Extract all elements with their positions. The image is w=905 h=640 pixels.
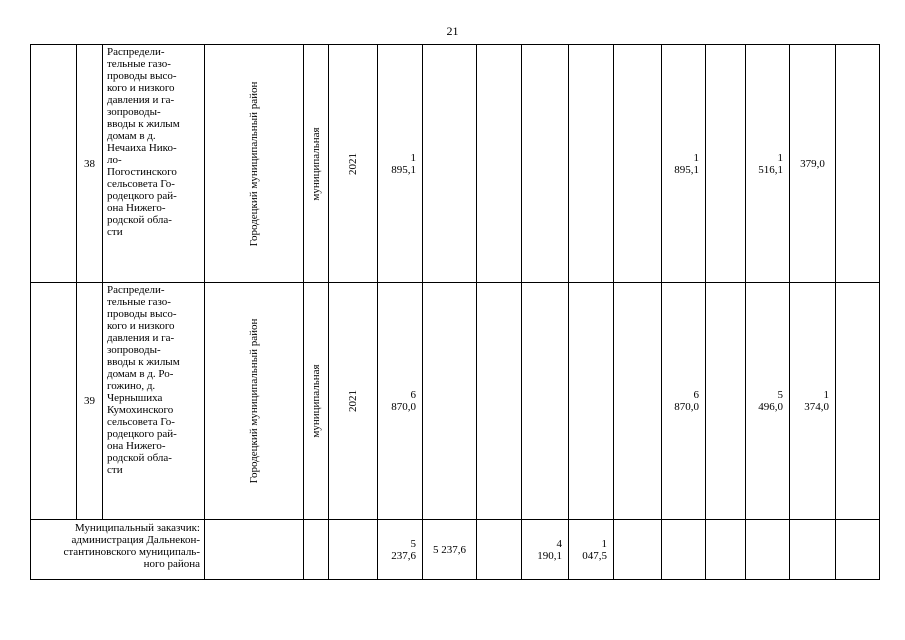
empty-cell bbox=[614, 283, 662, 520]
total-value: 5 237,6 bbox=[378, 520, 423, 580]
value-cell: 1 374,0 bbox=[790, 283, 836, 520]
ownership-cell: муниципальная bbox=[304, 45, 329, 283]
empty-cell bbox=[836, 520, 880, 580]
empty-cell bbox=[329, 520, 378, 580]
table-row-39 bbox=[31, 283, 880, 520]
empty-cell bbox=[477, 520, 522, 580]
empty-cell bbox=[706, 520, 746, 580]
value-cell: 5 237,6 bbox=[423, 520, 477, 580]
empty-cell bbox=[304, 520, 329, 580]
value-cell: 1 516,1 bbox=[746, 45, 790, 283]
empty-cell bbox=[477, 283, 522, 520]
empty-cell bbox=[569, 45, 614, 283]
value-cell: 6 870,0 bbox=[662, 283, 706, 520]
table-row-38 bbox=[31, 45, 880, 283]
year-cell: 2021 bbox=[329, 283, 378, 520]
empty-cell bbox=[706, 45, 746, 283]
empty-cell bbox=[31, 45, 77, 283]
row-number: 39 bbox=[77, 283, 103, 520]
empty-cell bbox=[706, 283, 746, 520]
empty-cell bbox=[31, 283, 77, 520]
empty-cell bbox=[522, 45, 569, 283]
empty-cell bbox=[522, 283, 569, 520]
empty-cell bbox=[477, 45, 522, 283]
empty-cell bbox=[662, 520, 706, 580]
total-value: 6 870,0 bbox=[378, 283, 423, 520]
object-description: Распредели- тельные газо- проводы высо- кого и низкого давления и га- зопроводы- вводы к жилым домам в д. Нечаиха Нико- ло- Погостинского сельсовета Го- родецкого рай- она Нижего- родской обла- сти bbox=[103, 45, 205, 283]
year-cell: 2021 bbox=[329, 45, 378, 283]
empty-cell bbox=[836, 45, 880, 283]
customer-label: Муниципальный заказчик: администрация Дальнекон- стантиновского муниципаль- ного района bbox=[31, 520, 205, 580]
empty-cell bbox=[569, 283, 614, 520]
page-number: 21 bbox=[446, 24, 459, 38]
total-value: 1 895,1 bbox=[378, 45, 423, 283]
empty-cell bbox=[614, 520, 662, 580]
customer-row bbox=[31, 520, 880, 580]
object-description: Распредели- тельные газо- проводы высо- кого и низкого давления и га- зопроводы- вводы к жилым домам в д. Ро- гожино, д. Чернышиха Кумохинского сельсовета Го- родецкого рай- она Нижего- родской обла- сти bbox=[103, 283, 205, 520]
empty-cell bbox=[614, 45, 662, 283]
row-number: 38 bbox=[77, 45, 103, 283]
empty-cell bbox=[790, 520, 836, 580]
value-cell: 1 895,1 bbox=[662, 45, 706, 283]
empty-cell bbox=[836, 283, 880, 520]
value-cell: 379,0 bbox=[790, 45, 836, 283]
ownership-cell: муниципальная bbox=[304, 283, 329, 520]
value-cell: 4 190,1 bbox=[522, 520, 569, 580]
empty-cell bbox=[205, 520, 304, 580]
data-table bbox=[30, 44, 880, 580]
value-cell: 1 047,5 bbox=[569, 520, 614, 580]
empty-cell bbox=[423, 283, 477, 520]
value-cell: 5 496,0 bbox=[746, 283, 790, 520]
district-cell: Городецкий муниципальный район bbox=[205, 283, 304, 520]
empty-cell bbox=[746, 520, 790, 580]
empty-cell bbox=[423, 45, 477, 283]
district-cell: Городецкий муниципальный район bbox=[205, 45, 304, 283]
